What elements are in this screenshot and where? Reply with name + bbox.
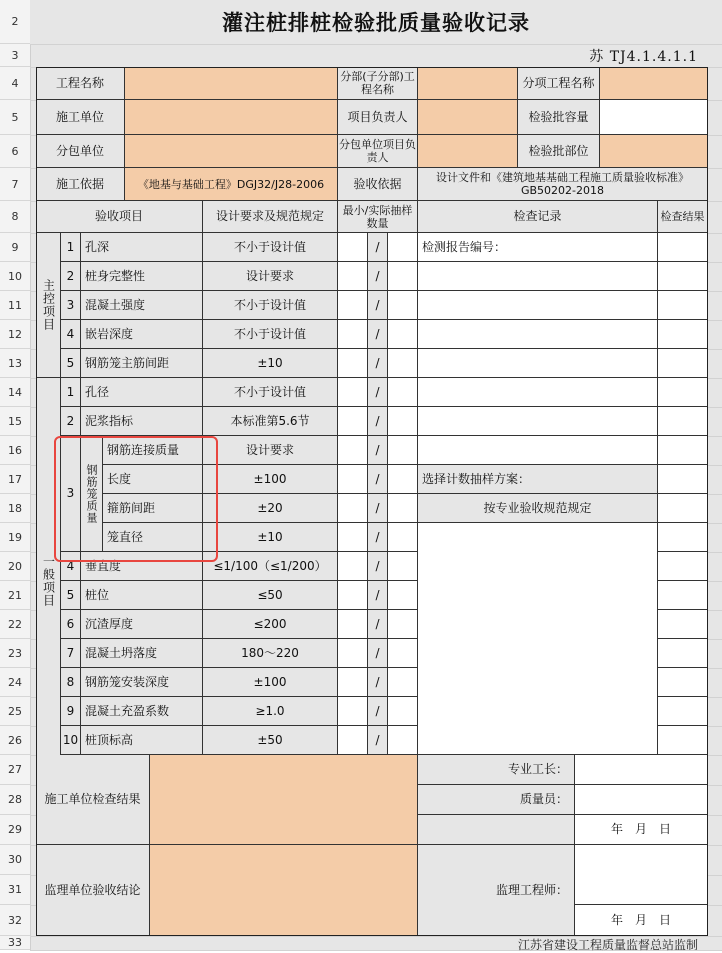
item-name: 混凝土充盈系数: [81, 697, 203, 726]
sub-item-name-input[interactable]: [600, 67, 708, 100]
batch-location-input[interactable]: [600, 135, 708, 168]
batch-capacity-label: 检验批容量: [518, 100, 600, 135]
project-leader-input[interactable]: [418, 100, 518, 135]
item-name: 钢筋笼主筋间距: [81, 349, 203, 378]
result-cell[interactable]: [658, 349, 708, 378]
item-name: 混凝土强度: [81, 291, 203, 320]
general-items-label: 一般项目: [36, 378, 61, 785]
row-number[interactable]: 24: [0, 668, 30, 697]
subdivision-label: 分部(子分部)工程名称: [338, 67, 418, 100]
sample-min-cell[interactable]: [338, 262, 368, 291]
sample-min-cell[interactable]: [338, 465, 368, 494]
report-number-label: 检测报告编号：: [418, 233, 658, 262]
sample-slash: /: [368, 610, 388, 639]
row-number[interactable]: 5: [0, 100, 30, 135]
sample-actual-cell[interactable]: [388, 320, 418, 349]
page-title: 灌注桩排桩检验批质量验收记录: [30, 0, 722, 44]
column-header-sample: 最小/实际抽样数量: [338, 201, 418, 233]
result-cell[interactable]: [658, 320, 708, 349]
row-number[interactable]: 31: [0, 875, 30, 905]
column-header-result: 检查结果: [658, 201, 708, 233]
main-control-label: 主控项目: [36, 233, 61, 378]
supervision-engineer-label: 监理工程师：: [418, 845, 575, 936]
row-number[interactable]: 7: [0, 168, 30, 201]
row-number[interactable]: 20: [0, 552, 30, 581]
supervision-conclusion-input[interactable]: [150, 845, 418, 936]
sub-item-name-label: 分项工程名称: [518, 67, 600, 100]
sample-actual-cell[interactable]: [388, 291, 418, 320]
sample-min-cell[interactable]: [338, 523, 368, 552]
sample-min-cell[interactable]: [338, 726, 368, 755]
construction-date: 年 月 日: [575, 815, 708, 845]
sample-slash: /: [368, 233, 388, 262]
row-number[interactable]: 11: [0, 291, 30, 320]
result-cell[interactable]: [658, 610, 708, 639]
row-number[interactable]: 27: [0, 755, 30, 785]
row-number[interactable]: 30: [0, 845, 30, 875]
construction-unit-label: 施工单位: [36, 100, 125, 135]
result-cell[interactable]: [658, 697, 708, 726]
item-number: 4: [61, 320, 81, 349]
item-requirement: ±100: [203, 465, 338, 494]
sample-min-cell[interactable]: [338, 610, 368, 639]
column-header-item: 验收项目: [36, 201, 203, 233]
result-cell[interactable]: [658, 407, 708, 436]
item-name: 桩位: [81, 581, 203, 610]
record-cell[interactable]: [418, 291, 658, 320]
row-number[interactable]: 17: [0, 465, 30, 494]
sample-min-cell[interactable]: [338, 291, 368, 320]
result-cell[interactable]: [658, 639, 708, 668]
item-name: 沉渣厚度: [81, 610, 203, 639]
construction-basis-label: 施工依据: [36, 168, 125, 201]
item-name: 桩身完整性: [81, 262, 203, 291]
sample-slash: /: [368, 407, 388, 436]
item-number: 9: [61, 697, 81, 726]
item-name: 钢筋笼安装深度: [81, 668, 203, 697]
gridline: [30, 44, 722, 45]
supervision-date: 年 月 日: [575, 905, 708, 936]
row-number[interactable]: 32: [0, 905, 30, 936]
sample-actual-cell[interactable]: [388, 407, 418, 436]
record-cell[interactable]: [418, 262, 658, 291]
item-requirement: 不小于设计值: [203, 378, 338, 407]
item-name: 垂直度: [81, 552, 203, 581]
result-cell[interactable]: [658, 726, 708, 755]
item-requirement: ≥1.0: [203, 697, 338, 726]
row-number[interactable]: 6: [0, 135, 30, 168]
acceptance-basis-label: 验收依据: [338, 168, 418, 201]
record-area[interactable]: [418, 523, 658, 755]
sample-slash: /: [368, 668, 388, 697]
sample-actual-cell[interactable]: [388, 668, 418, 697]
subcontract-leader-label: 分包单位项目负责人: [338, 135, 418, 168]
sample-min-cell[interactable]: [338, 320, 368, 349]
item-number: 7: [61, 639, 81, 668]
item-number: 2: [61, 407, 81, 436]
row-number[interactable]: 26: [0, 726, 30, 755]
row-number[interactable]: 19: [0, 523, 30, 552]
sample-actual-cell[interactable]: [388, 349, 418, 378]
result-cell[interactable]: [658, 233, 708, 262]
sample-slash: /: [368, 320, 388, 349]
sample-actual-cell[interactable]: [388, 639, 418, 668]
row-number[interactable]: 10: [0, 262, 30, 291]
row-number[interactable]: 23: [0, 639, 30, 668]
item-requirement: ±50: [203, 726, 338, 755]
item-name: 混凝土坍落度: [81, 639, 203, 668]
sample-min-cell[interactable]: [338, 436, 368, 465]
item-requirement: ±20: [203, 494, 338, 523]
project-name-input[interactable]: [125, 67, 338, 100]
sample-actual-cell[interactable]: [388, 233, 418, 262]
item-requirement: 设计要求: [203, 262, 338, 291]
sample-min-cell[interactable]: [338, 639, 368, 668]
sample-min-cell[interactable]: [338, 581, 368, 610]
row-number[interactable]: 9: [0, 233, 30, 262]
item-requirement: 设计要求: [203, 436, 338, 465]
sample-slash: /: [368, 465, 388, 494]
construction-check-input[interactable]: [150, 755, 418, 845]
footer-text: 江苏省建设工程质量监督总站监制: [518, 938, 699, 952]
result-cell[interactable]: [658, 291, 708, 320]
record-cell[interactable]: [418, 407, 658, 436]
sample-slash: /: [368, 697, 388, 726]
sample-slash: /: [368, 639, 388, 668]
result-cell[interactable]: [658, 552, 708, 581]
sample-actual-cell[interactable]: [388, 581, 418, 610]
item-requirement: 本标准第5.6节: [203, 407, 338, 436]
row-number[interactable]: 33: [0, 936, 30, 950]
subdivision-input[interactable]: [418, 67, 518, 100]
row-number[interactable]: 25: [0, 697, 30, 726]
item-requirement: 不小于设计值: [203, 320, 338, 349]
result-cell[interactable]: [658, 436, 708, 465]
sample-slash: /: [368, 581, 388, 610]
sample-slash: /: [368, 552, 388, 581]
form-code: 苏 TJ4.1.4.1.1: [589, 49, 698, 65]
cage-item-name: 箍筋间距: [103, 494, 203, 523]
row-number[interactable]: 22: [0, 610, 30, 639]
sample-slash: /: [368, 262, 388, 291]
row-number[interactable]: 13: [0, 349, 30, 378]
record-cell[interactable]: [418, 320, 658, 349]
item-requirement: ≤200: [203, 610, 338, 639]
item-requirement: ≤50: [203, 581, 338, 610]
cage-item-name: 长度: [103, 465, 203, 494]
item-number: 4: [61, 552, 81, 581]
construction-unit-input[interactable]: [125, 100, 338, 135]
sample-actual-cell[interactable]: [388, 494, 418, 523]
row-number[interactable]: 15: [0, 407, 30, 436]
item-number: 6: [61, 610, 81, 639]
result-cell[interactable]: [658, 378, 708, 407]
project-leader-label: 项目负责人: [338, 100, 418, 135]
quality-officer-label: 质量员：: [418, 785, 575, 815]
row-number[interactable]: 8: [0, 201, 30, 233]
subcontract-unit-input[interactable]: [125, 135, 338, 168]
record-cell[interactable]: [418, 349, 658, 378]
sample-min-cell[interactable]: [338, 552, 368, 581]
sample-actual-cell[interactable]: [388, 726, 418, 755]
row-number[interactable]: 18: [0, 494, 30, 523]
result-cell[interactable]: [658, 668, 708, 697]
row-number[interactable]: 14: [0, 378, 30, 407]
sample-min-cell[interactable]: [338, 378, 368, 407]
subcontract-leader-input[interactable]: [418, 135, 518, 168]
row-number[interactable]: 16: [0, 436, 30, 465]
row-number[interactable]: 28: [0, 785, 30, 815]
foreman-sign[interactable]: [575, 755, 708, 785]
sample-slash: /: [368, 523, 388, 552]
row-number[interactable]: 2: [0, 0, 30, 44]
sample-actual-cell[interactable]: [388, 378, 418, 407]
cage-quality-label: 钢筋笼质量: [81, 436, 103, 552]
sampling-plan-label: 选择计数抽样方案：: [418, 465, 658, 494]
result-cell[interactable]: [658, 523, 708, 552]
sample-min-cell[interactable]: [338, 697, 368, 726]
cage-number: 3: [61, 436, 81, 552]
cage-item-name: 笼直径: [103, 523, 203, 552]
sample-actual-cell[interactable]: [388, 436, 418, 465]
item-requirement: ≤1/100（≤1/200）: [203, 552, 338, 581]
sample-slash: /: [368, 494, 388, 523]
item-requirement: ±10: [203, 523, 338, 552]
subcontract-unit-label: 分包单位: [36, 135, 125, 168]
result-cell[interactable]: [658, 494, 708, 523]
column-header-requirement: 设计要求及规范规定: [203, 201, 338, 233]
item-requirement: 不小于设计值: [203, 291, 338, 320]
sample-actual-cell[interactable]: [388, 262, 418, 291]
item-requirement: ±100: [203, 668, 338, 697]
sample-min-cell[interactable]: [338, 407, 368, 436]
sample-actual-cell[interactable]: [388, 465, 418, 494]
batch-location-label: 检验批部位: [518, 135, 600, 168]
row-header-column: [0, 0, 31, 950]
sample-slash: /: [368, 291, 388, 320]
quality-officer-sign[interactable]: [575, 785, 708, 815]
cage-item-name: 钢筋连接质量: [103, 436, 203, 465]
sample-actual-cell[interactable]: [388, 697, 418, 726]
sample-actual-cell[interactable]: [388, 610, 418, 639]
sample-slash: /: [368, 349, 388, 378]
item-requirement: 不小于设计值: [203, 233, 338, 262]
construction-check-label: 施工单位检查结果: [36, 755, 150, 845]
item-number: 3: [61, 291, 81, 320]
row-number[interactable]: 12: [0, 320, 30, 349]
item-requirement: 180～220: [203, 639, 338, 668]
result-cell[interactable]: [658, 465, 708, 494]
batch-capacity-input[interactable]: [600, 100, 708, 135]
item-name: 孔深: [81, 233, 203, 262]
sample-slash: /: [368, 378, 388, 407]
item-number: 5: [61, 349, 81, 378]
item-number: 1: [61, 378, 81, 407]
row-number[interactable]: 4: [0, 67, 30, 100]
item-name: 嵌岩深度: [81, 320, 203, 349]
sample-min-cell[interactable]: [338, 668, 368, 697]
result-cell[interactable]: [658, 262, 708, 291]
item-number: 1: [61, 233, 81, 262]
item-number: 8: [61, 668, 81, 697]
item-number: 2: [61, 262, 81, 291]
row-number[interactable]: 29: [0, 815, 30, 845]
acceptance-basis-value: 设计文件和《建筑地基基础工程施工质量验收标准》GB50202-2018: [418, 168, 708, 201]
item-name: 桩顶标高: [81, 726, 203, 755]
row-number[interactable]: 3: [0, 44, 30, 67]
sample-slash: /: [368, 436, 388, 465]
sample-actual-cell[interactable]: [388, 552, 418, 581]
supervision-conclusion-label: 监理单位验收结论: [36, 845, 150, 936]
record-cell[interactable]: [418, 378, 658, 407]
record-cell[interactable]: [418, 436, 658, 465]
item-number: 5: [61, 581, 81, 610]
sample-min-cell[interactable]: [338, 233, 368, 262]
sample-min-cell[interactable]: [338, 494, 368, 523]
sampling-plan-value: 按专业验收规范规定: [418, 494, 658, 523]
sample-min-cell[interactable]: [338, 349, 368, 378]
supervision-engineer-sign[interactable]: [575, 845, 708, 905]
sample-actual-cell[interactable]: [388, 523, 418, 552]
blank-cell: [418, 815, 575, 845]
construction-basis-value: 《地基与基础工程》DGJ32/J28-2006: [125, 168, 338, 201]
foreman-label: 专业工长：: [418, 755, 575, 785]
item-name: 孔径: [81, 378, 203, 407]
item-name: 泥浆指标: [81, 407, 203, 436]
item-number: 10: [61, 726, 81, 755]
row-number[interactable]: 21: [0, 581, 30, 610]
column-header-record: 检查记录: [418, 201, 658, 233]
project-name-label: 工程名称: [36, 67, 125, 100]
sample-slash: /: [368, 726, 388, 755]
result-cell[interactable]: [658, 581, 708, 610]
item-requirement: ±10: [203, 349, 338, 378]
